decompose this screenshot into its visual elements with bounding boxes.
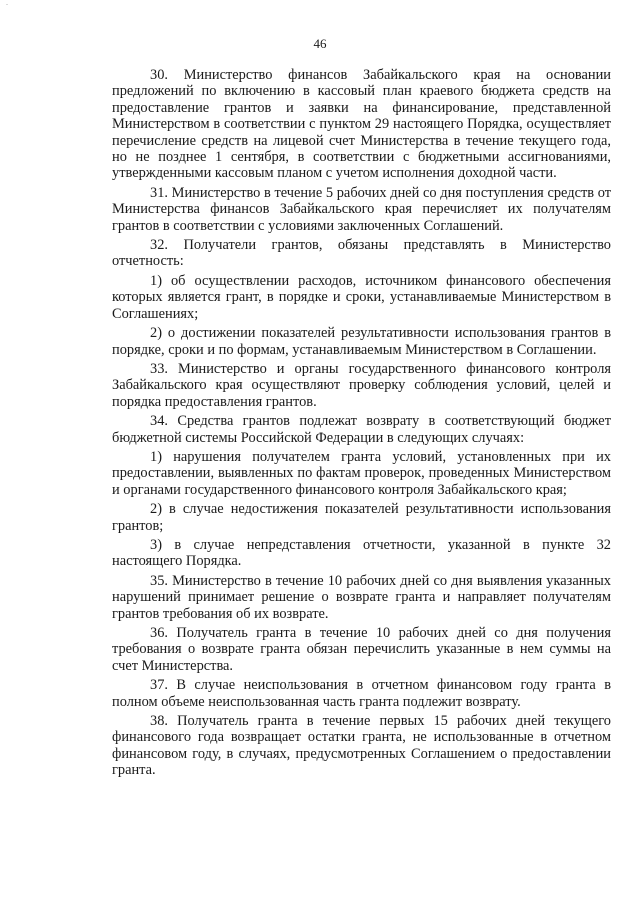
document-body: [112, 67, 611, 782]
paragraph-34-item-2: 2) в случае недостижения показателей результативности использования грантов;: [112, 501, 611, 534]
paragraph-32: 32. Получатели грантов, обязаны представлять в Министерство отчетность:: [112, 237, 611, 270]
paragraph-37: 37. В случае неиспользования в отчетном финансовом году гранта в полном объеме неиспользованная часть гранта подлежит возврату.: [112, 677, 611, 710]
paragraph-33: 33. Министерство и органы государственного финансового контроля Забайкальского края осуществляют проверку соблюдения условий, целей и порядка предоставления грантов.: [112, 360, 611, 410]
page-number: 46: [313, 36, 327, 51]
paragraph-36: 36. Получатель гранта в течение 10 рабочих дней со дня получения требования о возврате гранта обязан перечислить указанные в нем суммы на счет Министерства.: [112, 625, 611, 674]
paragraph-35: 35. Министерство в течение 10 рабочих дней со дня выявления указанных нарушений принимает решение о возврате гранта и направляет получателям грантов требования об их возврате.: [112, 572, 611, 622]
paragraph-32-item-1: 1) об осуществлении расходов, источником финансового обеспечения которых является грант, в порядке и сроки, устанавливаемые Министерством в Соглашениях;: [112, 272, 611, 322]
paragraph-30: 30. Министерство финансов Забайкальского края на основании предложений по включению в кассовый план краевого бюджета средств на предоставление грантов и заявки на финансирование, представленной Министерством в соответствии с пунктом 29 настоящего Порядка, осуществляет перечисление средств на лицевой счет Министерства в течение текущего года, но не позднее 1 сентября, в соответствии с бюджетными ассигнованиями, утвержденными кассовым планом с учетом исполнения доходной части.: [112, 67, 611, 182]
paragraph-32-item-2: 2) о достижении показателей результативности использования грантов в порядке, сроки и по формам, устанавливаемым Министерством в Соглашении.: [112, 325, 611, 358]
paragraph-34-item-3: 3) в случае непредставления отчетности, указанной в пункте 32 настоящего Порядка.: [112, 536, 611, 570]
paragraph-34: 34. Средства грантов подлежат возврату в соответствующий бюджет бюджетной системы Российской Федерации в следующих случаях:: [112, 413, 611, 446]
paragraph-38: 38. Получатель гранта в течение первых 15 рабочих дней текущего финансового года возвращает остатки гранта, не использованные в отчетном финансовом году, в случаях, предусмотренных Соглашением о предоставлении гранта.: [112, 713, 611, 779]
corner-mark: -: [6, 2, 8, 8]
paragraph-34-item-1: 1) нарушения получателем гранта условий, установленных при их предоставлении, выявленных по фактам проверок, проведенных Министерством и органами государственного финансового контроля Забайкальского края;: [112, 448, 611, 498]
paragraph-31: 31. Министерство в течение 5 рабочих дней со дня поступления средств от Министерства финансов Забайкальского края перечисляет их получателям грантов в соответствии с условиями заключенных Соглашений.: [112, 184, 611, 234]
